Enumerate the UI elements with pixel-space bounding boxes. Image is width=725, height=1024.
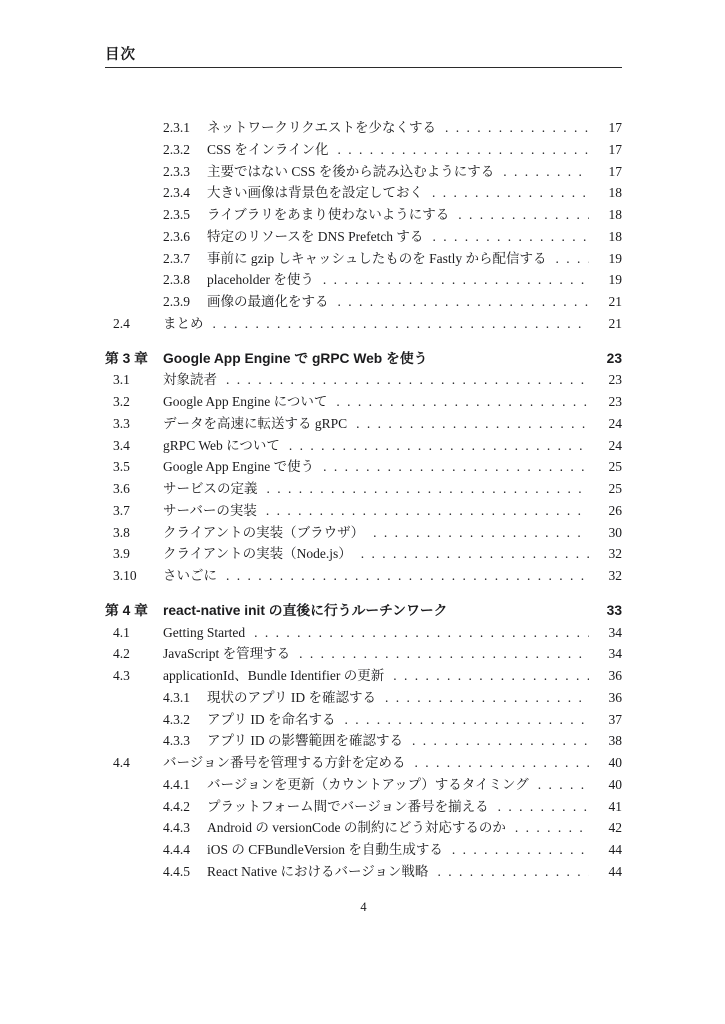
entry-title: クライアントの実装（ブラウザ） — [163, 524, 365, 540]
entry-title: applicationId、Bundle Identifier の更新 — [163, 668, 385, 683]
entry-page: 44 — [608, 842, 622, 857]
entry-title: Google App Engine について — [163, 394, 328, 409]
entry-number: 3.2 — [113, 394, 130, 409]
entry-number: 3.8 — [113, 524, 130, 540]
dot-leader — [432, 182, 589, 204]
entry-page: 17 — [608, 163, 622, 179]
entry-number: 3.3 — [113, 415, 130, 431]
page-header — [105, 43, 622, 68]
entry-number: 4.3.2 — [163, 711, 190, 727]
entry-title: ネットワークリクエストを少なくする — [207, 120, 436, 135]
entry-number: 2.3.1 — [163, 120, 190, 135]
entry-title: 事前に gzip しキャッシュしたものを Fastly から配信する — [207, 250, 547, 266]
entry-page: 25 — [608, 481, 622, 496]
entry-page: 23 — [608, 394, 622, 409]
entry-title: 対象読者 — [163, 372, 217, 388]
dot-leader — [323, 456, 589, 478]
entry-number: 3.1 — [113, 372, 130, 388]
entry-title: CSS をインライン化 — [207, 141, 329, 157]
toc-row-2 — [105, 161, 622, 183]
toc-row-3 — [105, 182, 622, 204]
entry-title: アプリ ID を命名する — [207, 711, 336, 727]
entry-number: 2.4 — [113, 315, 130, 331]
toc-row-20 — [105, 565, 622, 587]
dot-leader — [538, 774, 589, 796]
entry-page: 37 — [608, 711, 622, 727]
entry-page: 24 — [608, 437, 622, 453]
dot-leader — [498, 796, 589, 818]
toc-row-19 — [105, 543, 622, 565]
toc-row-15 — [105, 456, 622, 478]
entry-number: 3.9 — [113, 546, 130, 562]
toc-row-30 — [105, 796, 622, 818]
entry-page: 38 — [608, 733, 622, 749]
entry-page: 36 — [608, 689, 622, 705]
entry-title: バージョンを更新（カウントアップ）するタイミング — [207, 776, 529, 792]
dot-leader — [393, 665, 589, 687]
dot-leader — [414, 752, 589, 774]
entry-title: gRPC Web について — [163, 437, 280, 453]
toc-row-10 — [105, 348, 622, 370]
entry-page: 18 — [608, 228, 622, 244]
toc-row-12 — [105, 391, 622, 413]
entry-number: 4.1 — [113, 624, 130, 640]
entry-title: ライブラリをあまり使わないようにする — [207, 207, 450, 222]
entry-number: 4.4.4 — [163, 842, 190, 857]
entry-number: 4.4.5 — [163, 863, 190, 879]
dot-leader — [515, 817, 589, 839]
toc-row-25 — [105, 687, 622, 709]
entry-title: Google App Engine で使う — [163, 459, 315, 475]
entry-page: 42 — [608, 820, 622, 836]
entry-number: 第 4 章 — [105, 602, 148, 618]
entry-number: 2.3.6 — [163, 228, 190, 244]
entry-number: 2.3.5 — [163, 207, 190, 222]
entry-page: 32 — [608, 568, 622, 583]
entry-number: 3.6 — [113, 481, 130, 496]
entry-title: 現状のアプリ ID を確認する — [207, 689, 376, 705]
entry-number: 2.3.3 — [163, 163, 190, 179]
entry-number: 3.10 — [113, 568, 137, 583]
entry-title: iOS の CFBundleVersion を自動生成する — [207, 842, 443, 857]
entry-number: 2.3.4 — [163, 185, 190, 201]
entry-page: 34 — [608, 624, 622, 640]
page-footer — [105, 900, 622, 915]
dot-leader — [336, 391, 589, 413]
entry-page: 40 — [608, 776, 622, 792]
toc-row-14 — [105, 435, 622, 457]
entry-page: 18 — [608, 207, 622, 222]
dot-leader — [323, 269, 589, 291]
entry-page: 24 — [608, 415, 622, 431]
toc-row-32 — [105, 839, 622, 861]
entry-title: プラットフォーム間でバージョン番号を揃える — [207, 798, 489, 814]
entry-number: 2.3.7 — [163, 250, 190, 266]
entry-number: 2.3.2 — [163, 141, 190, 157]
dot-leader — [267, 478, 590, 500]
entry-title: 特定のリソースを DNS Prefetch する — [207, 228, 424, 244]
entry-page: 23 — [606, 350, 622, 366]
dot-leader — [299, 643, 589, 665]
entry-title: まとめ — [163, 315, 204, 331]
entry-number: 4.3.3 — [163, 733, 190, 749]
dot-leader — [412, 730, 589, 752]
dot-leader — [445, 117, 589, 139]
entry-page: 44 — [608, 863, 622, 879]
toc-row-29 — [105, 774, 622, 796]
toc-row-33 — [105, 861, 622, 883]
entry-title: サービスの定義 — [163, 481, 258, 496]
entry-page: 40 — [608, 755, 622, 770]
entry-title: react-native init の直後に行うルーチンワーク — [163, 602, 448, 618]
dot-leader — [226, 369, 589, 391]
dot-leader — [385, 687, 589, 709]
entry-title: サーバーの実装 — [163, 502, 257, 518]
entry-page: 17 — [608, 141, 622, 157]
entry-number: 第 3 章 — [105, 350, 148, 366]
toc-row-23 — [105, 643, 622, 665]
entry-page: 26 — [608, 502, 622, 518]
toc-row-8 — [105, 291, 622, 313]
toc-row-13 — [105, 413, 622, 435]
entry-title: 大きい画像は背景色を設定しておく — [207, 185, 423, 201]
entry-title: クライアントの実装（Node.js） — [163, 546, 352, 562]
entry-title: バージョン番号を管理する方針を定める — [163, 755, 406, 770]
toc-row-27 — [105, 730, 622, 752]
entry-title: 主要ではない CSS を後から読み込むようにする — [207, 163, 495, 179]
entry-title: さいごに — [163, 568, 217, 583]
entry-page: 30 — [608, 524, 622, 540]
entry-number: 3.7 — [113, 502, 130, 518]
entry-number: 4.4.2 — [163, 798, 190, 814]
entry-page: 36 — [608, 668, 622, 683]
toc-list — [105, 117, 622, 883]
entry-page: 21 — [608, 294, 622, 309]
toc-row-11 — [105, 369, 622, 391]
entry-page: 19 — [608, 272, 622, 288]
footer-page-number: 4 — [360, 900, 367, 914]
toc-row-24 — [105, 665, 622, 687]
toc-row-17 — [105, 500, 622, 522]
entry-title: Android の versionCode の制約にどう対応するのか — [207, 820, 506, 836]
dot-leader — [213, 313, 590, 335]
dot-leader — [503, 161, 589, 183]
toc-row-18 — [105, 522, 622, 544]
dot-leader — [458, 204, 589, 226]
entry-page: 34 — [608, 646, 622, 662]
toc-row-4 — [105, 204, 622, 226]
toc-row-16 — [105, 478, 622, 500]
dot-leader — [254, 622, 589, 644]
dot-leader — [432, 226, 589, 248]
toc-row-9 — [105, 313, 622, 335]
entry-title: アプリ ID の影響範囲を確認する — [207, 733, 403, 749]
page-header-title: 目次 — [105, 47, 136, 63]
entry-page: 18 — [608, 185, 622, 201]
entry-number: 4.4.1 — [163, 776, 190, 792]
dot-leader — [452, 839, 589, 861]
dot-leader — [266, 500, 589, 522]
entry-page: 41 — [608, 798, 622, 814]
entry-number: 2.3.8 — [163, 272, 190, 288]
dot-leader — [289, 435, 589, 457]
entry-title: JavaScript を管理する — [163, 646, 291, 662]
dot-leader — [361, 543, 589, 565]
toc-row-21 — [105, 600, 622, 622]
header-rule — [105, 67, 622, 68]
dot-leader — [338, 139, 590, 161]
entry-number: 4.3 — [113, 668, 130, 683]
entry-number: 3.4 — [113, 437, 130, 453]
toc-row-6 — [105, 248, 622, 270]
dot-leader — [437, 861, 589, 883]
dot-leader — [555, 248, 589, 270]
dot-leader — [373, 522, 589, 544]
entry-page: 33 — [606, 602, 622, 618]
dot-leader — [356, 413, 589, 435]
entry-title: Getting Started — [163, 624, 246, 640]
entry-page: 21 — [608, 315, 622, 331]
entry-number: 4.4.3 — [163, 820, 190, 836]
entry-number: 3.5 — [113, 459, 130, 475]
entry-title: 画像の最適化をする — [207, 294, 329, 309]
entry-title: placeholder を使う — [207, 272, 314, 288]
entry-number: 4.2 — [113, 646, 130, 662]
toc-row-28 — [105, 752, 622, 774]
toc-row-7 — [105, 269, 622, 291]
entry-page: 19 — [608, 250, 622, 266]
entry-page: 17 — [608, 120, 622, 135]
dot-leader — [338, 291, 590, 313]
dot-leader — [226, 565, 589, 587]
toc-row-26 — [105, 709, 622, 731]
entry-title: Google App Engine で gRPC Web を使う — [163, 350, 428, 366]
entry-page: 25 — [608, 459, 622, 475]
toc-row-0 — [105, 117, 622, 139]
toc-row-5 — [105, 226, 622, 248]
entry-number: 4.3.1 — [163, 689, 190, 705]
toc-row-31 — [105, 817, 622, 839]
dot-leader — [344, 709, 589, 731]
toc-row-22 — [105, 622, 622, 644]
entry-page: 32 — [608, 546, 622, 562]
entry-page: 23 — [608, 372, 622, 388]
entry-number: 2.3.9 — [163, 294, 190, 309]
entry-title: データを高速に転送する gRPC — [163, 415, 348, 431]
toc-row-1 — [105, 139, 622, 161]
entry-number: 4.4 — [113, 755, 130, 770]
entry-title: React Native におけるバージョン戦略 — [207, 863, 429, 879]
